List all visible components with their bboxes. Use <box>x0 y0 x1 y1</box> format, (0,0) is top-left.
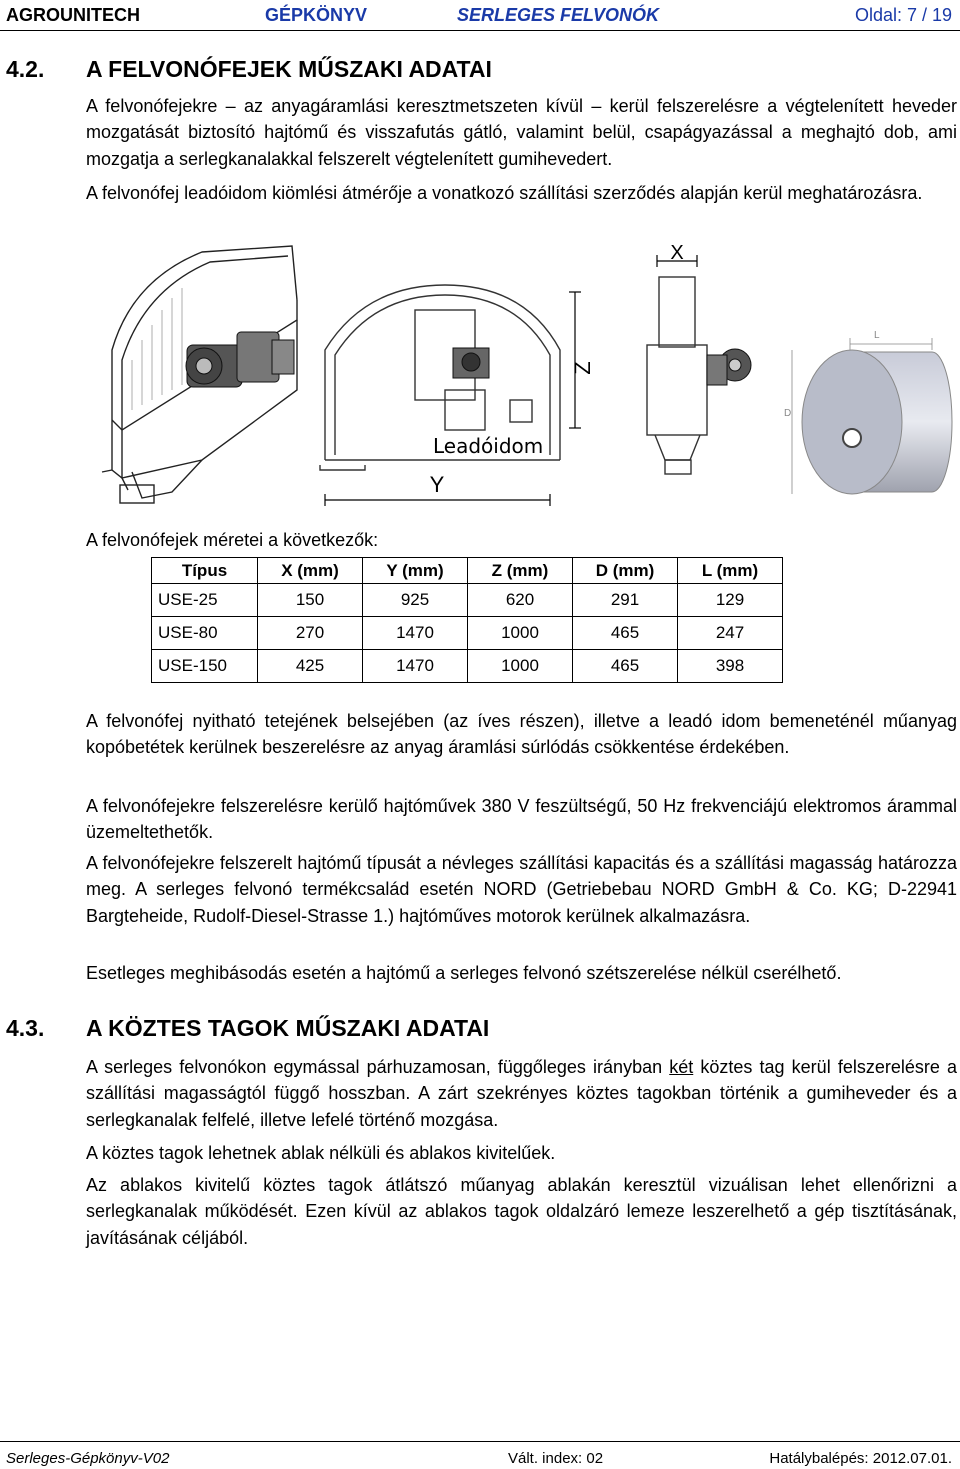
table-cell: 465 <box>573 650 678 683</box>
section-heading-4-3 <box>6 1015 489 1042</box>
table-cell: 1470 <box>363 617 468 650</box>
paragraph: A felvonófejekre – az anyagáramlási keresztmetszeten kívül – kerül felszerelésre a végtelenített heveder mozgatását biztosító hajtómű és visszafutás gátló, valamint belül, csapágyazással a meghajtó dob, ami mozgatja a serlegkanalakkal felszerelt végtelenített gumihevedert. <box>86 96 957 169</box>
gear-motor <box>186 332 294 387</box>
paragraph: Esetleges meghibásodás esetén a hajtómű a serleges felvonó szétszerelése nélkül cserélhető. <box>86 963 842 983</box>
table-cell: 150 <box>258 584 363 617</box>
column-header: L (mm) <box>678 558 783 584</box>
table-cell: 247 <box>678 617 783 650</box>
paragraph: A felvonófej nyitható tetejének belsejében (az íves részen), illetve a leadó idom bemeneténél műanyag kopóbetétek kerülnek beszerelésre az anyag áramlási súrlódás csökkentése érdekében. <box>86 711 957 758</box>
dimension-x-label: X <box>670 245 684 264</box>
dimension-z-label: Z <box>570 361 595 375</box>
footer-document-id: Serleges-Gépkönyv-V02 <box>6 1450 170 1467</box>
table-cell: 398 <box>678 650 783 683</box>
section-title: A FELVONÓFEJEK MŰSZAKI ADATAI <box>86 56 492 82</box>
table-row <box>152 617 783 650</box>
table-header-row <box>152 558 783 584</box>
column-header: X (mm) <box>258 558 363 584</box>
table-cell: 620 <box>468 584 573 617</box>
column-header: Típus <box>152 558 258 584</box>
paragraph <box>86 1054 957 1133</box>
dimension-d-label: D <box>784 408 792 419</box>
dimension-y-label: Y <box>429 472 445 497</box>
table-cell: 1000 <box>468 650 573 683</box>
gear-motor <box>707 349 751 385</box>
elevator-head-front-view <box>635 245 760 485</box>
header-company: AGROUNITECH <box>6 5 140 25</box>
paragraph: A felvonófejekre felszerelt hajtómű típusát a névleges szállítási kapacitás és a szállítási magasság határozza meg. A serleges felvonó termékcsalád esetén NORD (Getriebebau NORD GmbH & Co. KG; D-22941 Bargteheide, Rudolf-Diesel-Strasse 1.) hajtóműves motorok kerülnek alkalmazásra. <box>86 853 957 926</box>
elevator-head-3d-drawing <box>92 240 312 520</box>
table-cell: USE-80 <box>152 617 258 650</box>
table-cell: 291 <box>573 584 678 617</box>
paragraph: Az ablakos kivitelű köztes tagok átlátszó műanyag ablakán keresztül vizuálisan lehet ellenőrizni a serlegkanalak működését. Ezen kívül az ablakos tagok oldalzáró lemeze leszerelhető a gép tisztításának, javításának céljából. <box>86 1175 957 1248</box>
table-cell: 465 <box>573 617 678 650</box>
table-cell: USE-25 <box>152 584 258 617</box>
table-cell: USE-150 <box>152 650 258 683</box>
header-page-number: Oldal: 7 / 19 <box>854 5 952 25</box>
footer-effective-date: Hatálybalépés: 2012.07.01. <box>769 1450 952 1467</box>
table-cell: 425 <box>258 650 363 683</box>
paragraph: A felvonófejekre felszerelésre kerülő hajtóművek 380 V feszültségű, 50 Hz frekvenciájú elektromos árammal üzemeltethetők. <box>86 796 957 843</box>
section-heading-4-2 <box>6 56 492 83</box>
section-number: 4.3. <box>6 1015 45 1041</box>
table-cell: 1000 <box>468 617 573 650</box>
table-cell: 1470 <box>363 650 468 683</box>
header-title: SERLEGES FELVONÓK <box>457 5 660 25</box>
table-cell: 925 <box>363 584 468 617</box>
outlet-label: Leadóidom <box>433 434 544 458</box>
underlined-word: két <box>669 1057 694 1077</box>
table-row <box>152 650 783 683</box>
section-number: 4.2. <box>6 56 45 82</box>
dimensions-table <box>151 557 783 683</box>
paragraph-text: A serleges felvonókon egymással párhuzamosan, függőleges irányban <box>86 1057 670 1077</box>
paragraph-text: köztes tag kerül felszerelésre a szállítási magasságtól függő hosszban. A zárt szekrényes köztes tagokban történik a gumiheveder és a serlegkanalak felfelé, illetve lefelé történő mozgása. <box>86 1057 957 1130</box>
elevator-head-side-view <box>305 250 605 510</box>
table-intro: A felvonófejek méretei a következők: <box>86 530 379 550</box>
table-row <box>152 584 783 617</box>
header-book: GÉPKÖNYV <box>265 5 368 25</box>
paragraph: A felvonófej leadóidom kiömlési átmérője a vonatkozó szállítási szerződés alapján kerül meghatározásra. <box>86 183 923 203</box>
table-cell: 270 <box>258 617 363 650</box>
gear-motor <box>453 348 489 378</box>
dimension-l-label: L <box>874 330 880 341</box>
table-cell: 129 <box>678 584 783 617</box>
column-header: D (mm) <box>573 558 678 584</box>
footer-revision-index: Vált. index: 02 <box>508 1450 604 1467</box>
paragraph: A köztes tagok lehetnek ablak nélküli és ablakos kivitelűek. <box>86 1143 556 1163</box>
column-header: Y (mm) <box>363 558 468 584</box>
section-title: A KÖZTES TAGOK MŰSZAKI ADATAI <box>86 1015 490 1041</box>
page-header <box>0 0 960 31</box>
column-header: Z (mm) <box>468 558 573 584</box>
drive-drum-drawing <box>772 320 958 510</box>
page-footer <box>0 1441 960 1467</box>
